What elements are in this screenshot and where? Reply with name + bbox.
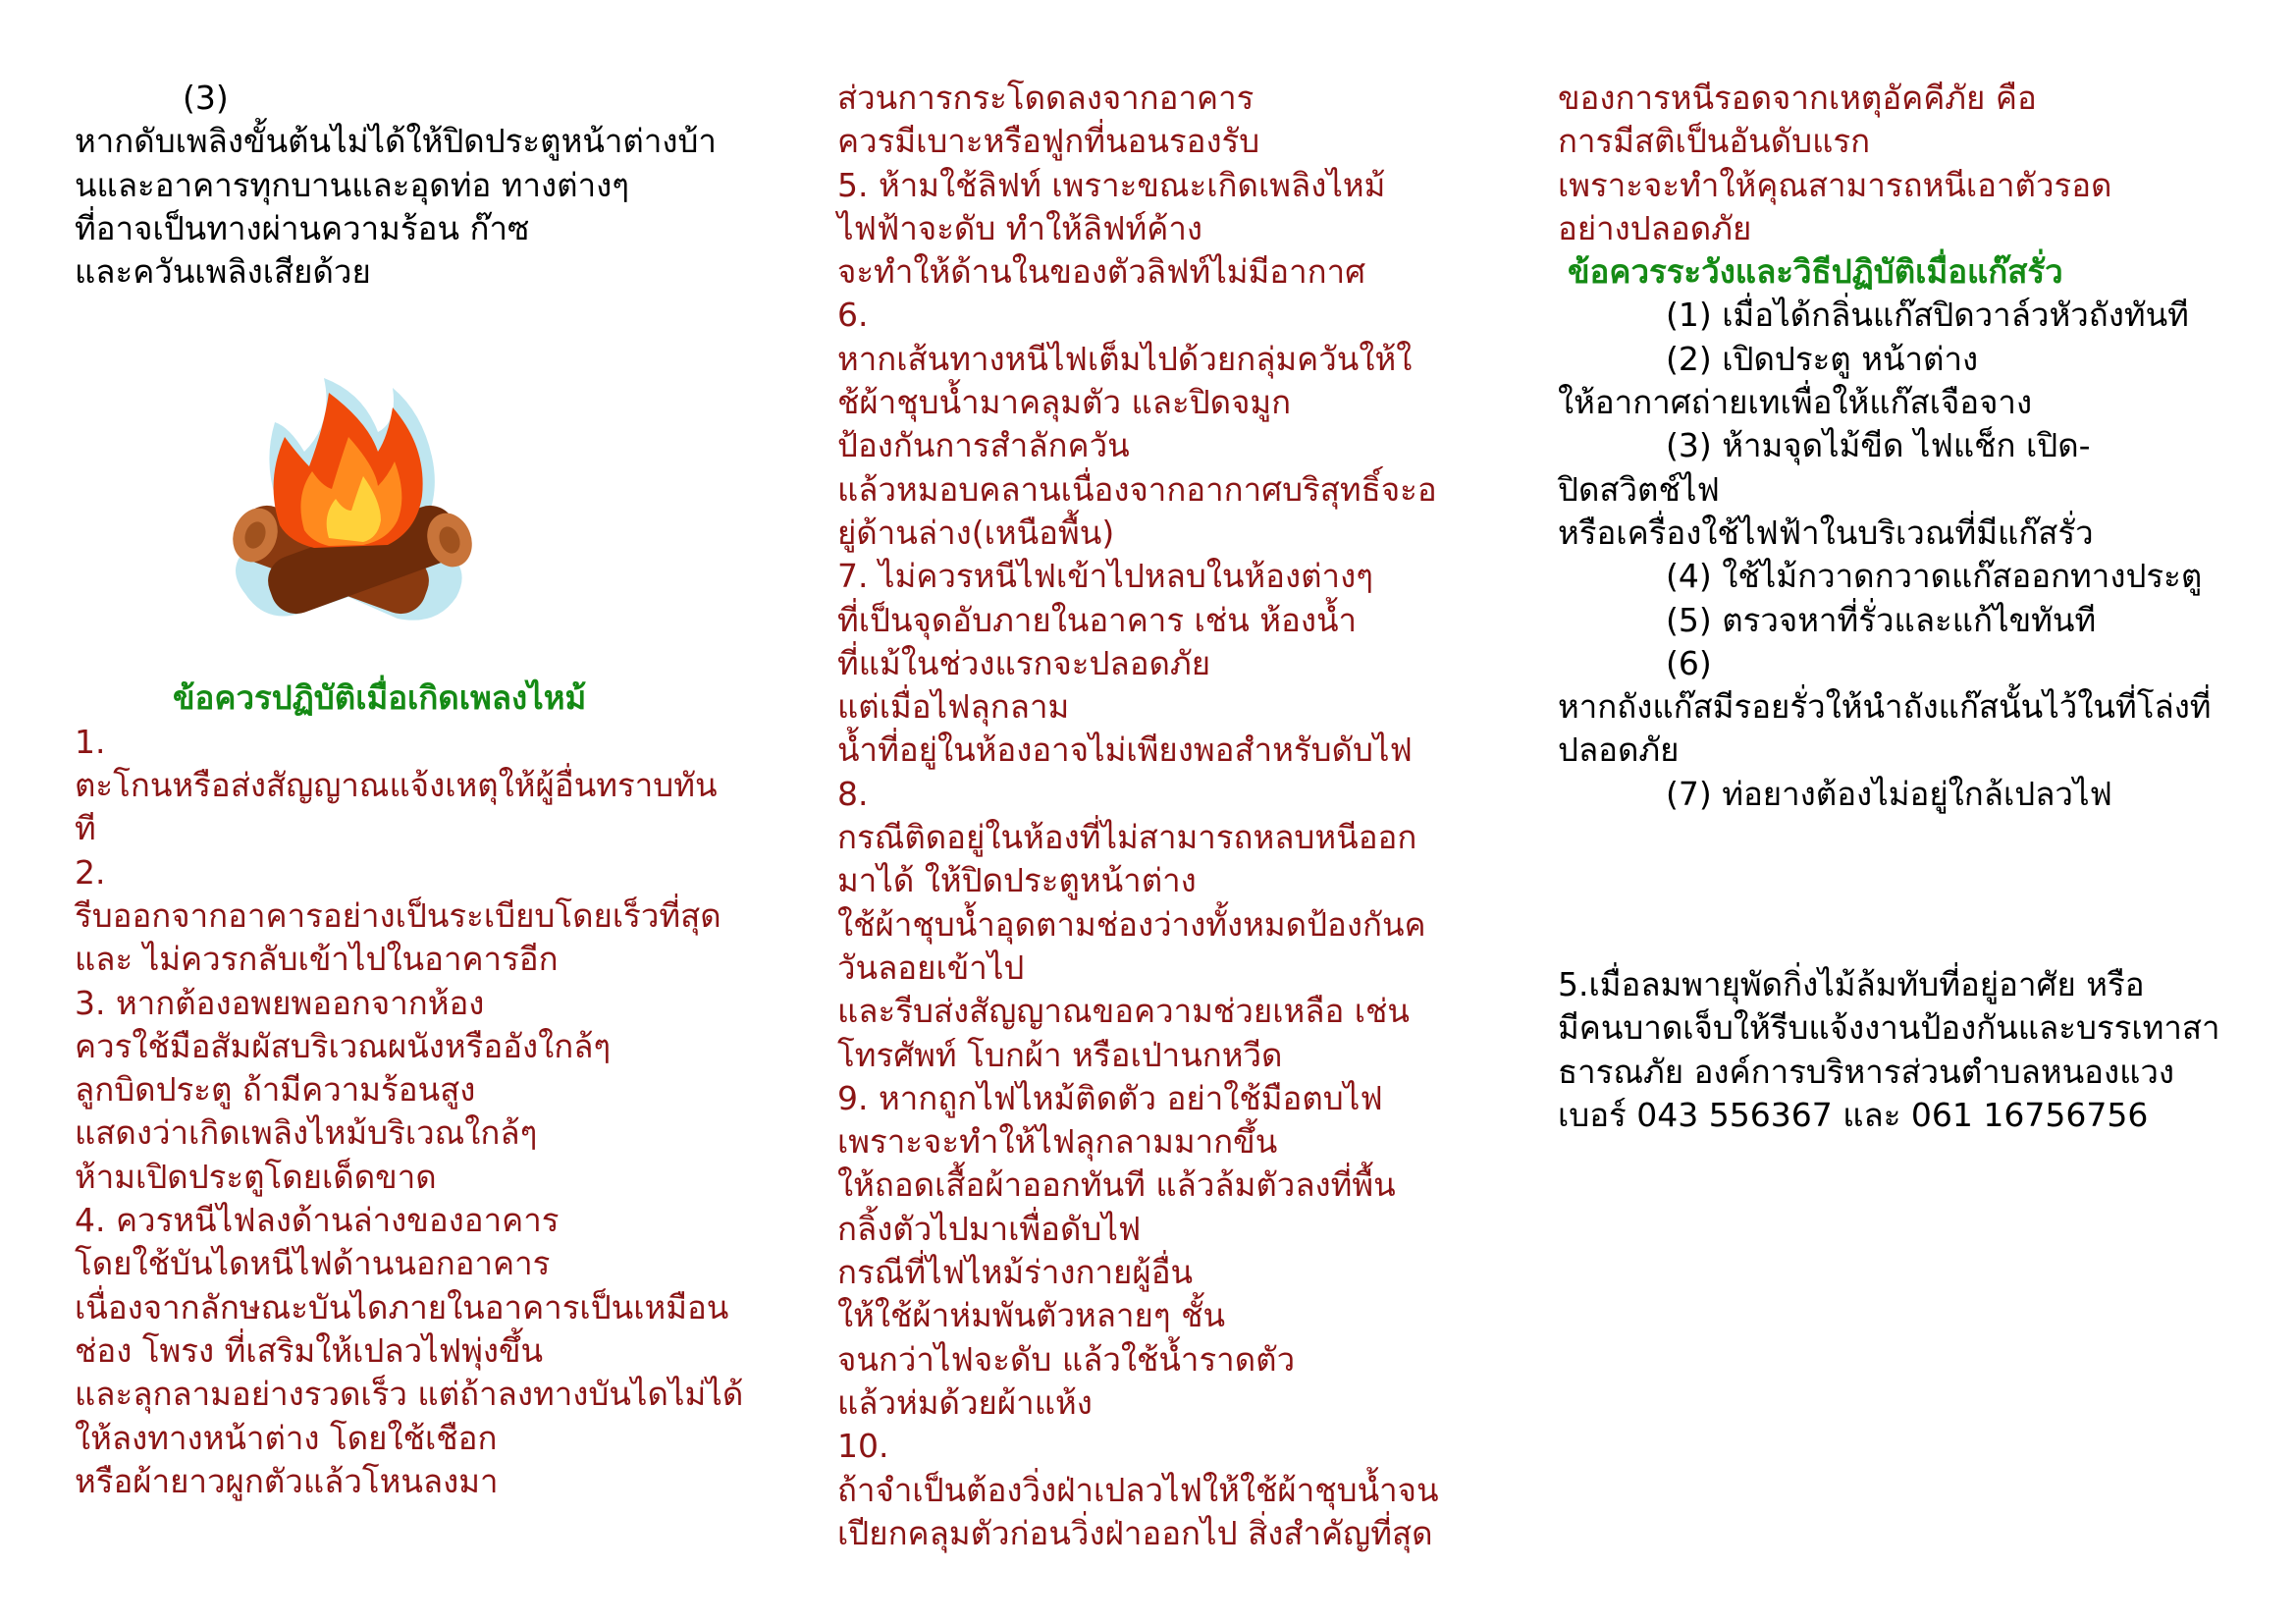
- intro-text: [75, 77, 762, 294]
- column-middle: [837, 77, 1544, 1555]
- gas-leak-item: ปลอดภัย: [1558, 731, 1680, 770]
- text-line: ช้ผ้าชุบน้ำมาคลุมตัว และปิดจมูก: [837, 383, 1292, 422]
- gas-leak-list: [1558, 294, 2265, 816]
- text-line: ที่แม้ในช่วงแรกจะปลอดภัย: [837, 643, 1211, 682]
- text-line: เพราะจะทำให้คุณสามารถหนีเอาตัวรอด: [1558, 165, 2112, 204]
- text-line: จนกว่าไฟจะดับ แล้วใช้น้ำราดตัว: [837, 1339, 1296, 1379]
- text-line: ธารณภัย องค์การบริหารส่วนตำบลหนองแวง: [1558, 1052, 2175, 1091]
- gas-leak-item: หากถังแก๊สมีรอยรั่วให้นำถังแก๊สนั้นไว้ในที่โล่งที่: [1558, 687, 2212, 727]
- gas-leak-item: (1) เมื่อได้กลิ่นแก๊สปิดวาล์วหัวถังทันที: [1666, 296, 2189, 335]
- text-line: ที: [75, 809, 96, 848]
- text-line: และรีบส่งสัญญาณขอความช่วยเหลือ เช่น: [837, 992, 1410, 1031]
- text-line: 3. หากต้องอพยพออกจากห้อง: [75, 983, 485, 1022]
- text-line: และ ไม่ควรกลับเข้าไปในอาคารอีก: [75, 940, 559, 979]
- text-line: ให้ลงทางหน้าต่าง โดยใช้เชือก: [75, 1418, 498, 1457]
- gas-leak-item: (7) ท่อยางต้องไม่อยู่ใกล้เปลวไฟ: [1666, 774, 2112, 813]
- column-right: [1558, 77, 2265, 1137]
- text-line: น้ำที่อยู่ในห้องอาจไม่เพียงพอสำหรับดับไฟ: [837, 731, 1413, 770]
- text-line: ให้ใช้ผ้าห่มพันตัวหลายๆ ชั้น: [837, 1296, 1226, 1335]
- gas-leak-item: (6): [1666, 643, 1712, 682]
- text-line: นและอาคารทุกบานและอุดท่อ ทางต่างๆ: [75, 165, 629, 204]
- text-line: เปียกคลุมตัวก่อนวิ่งฝ่าออกไป สิ่งสำคัญที่สุด: [837, 1513, 1433, 1552]
- text-line: (3): [183, 79, 229, 117]
- text-line: 9. หากถูกไฟไหม้ติดตัว อย่าใช้มือตบไฟ: [837, 1078, 1383, 1117]
- text-line: โทรศัพท์ โบกผ้า หรือเป่านกหวีด: [837, 1035, 1283, 1074]
- text-line: แล้วห่มด้วยผ้าแห้ง: [837, 1382, 1093, 1422]
- text-line: ใช้ผ้าชุบน้ำอุดตามช่องว่างทั้งหมดป้องกันค: [837, 904, 1426, 944]
- text-line: กรณีที่ไฟไหม้ร่างกายผู้อื่น: [837, 1253, 1194, 1292]
- text-line: มีคนบาดเจ็บให้รีบแจ้งงานป้องกันและบรรเทาสา: [1558, 1008, 2220, 1048]
- text-line: ยู่ด้านล่าง(เหนือพื้น): [837, 513, 1115, 552]
- text-line: กลิ้งตัวไปมาเพื่อดับไฟ: [837, 1209, 1142, 1248]
- text-line: 7. ไม่ควรหนีไฟเข้าไปหลบในห้องต่างๆ: [837, 557, 1373, 596]
- text-line: ลูกบิดประตู ถ้ามีความร้อนสูง: [75, 1070, 476, 1110]
- fire-summary-text: [1558, 77, 2265, 250]
- gas-leak-item: (3) ห้ามจุดไม้ขีด ไฟแช็ก เปิด-: [1666, 426, 2091, 465]
- text-line: ควรใช้มือสัมผัสบริเวณผนังหรืออังใกล้ๆ: [75, 1026, 612, 1065]
- fire-guidelines-continued: [837, 77, 1544, 1555]
- text-line: กรณีติดอยู่ในห้องที่ไม่สามารถหลบหนีออก: [837, 818, 1417, 857]
- gas-leak-item: หรือเครื่องใช้ไฟฟ้าในบริเวณที่มีแก๊สรั่ว: [1558, 513, 2094, 552]
- fire-guidelines-list: [75, 721, 762, 1503]
- text-line: หรือผ้ายาวผูกตัวแล้วโหนลงมา: [75, 1461, 499, 1500]
- text-line: มาได้ ให้ปิดประตูหน้าต่าง: [837, 861, 1197, 900]
- text-line: 1.: [75, 722, 106, 761]
- text-line: ที่เป็นจุดอับภายในอาคาร เช่น ห้องน้ำ: [837, 600, 1358, 639]
- text-line: 5.เมื่อลมพายุพัดกิ่งไม้ล้มทับที่อยู่อาศัย หรือ: [1558, 965, 2145, 1004]
- text-line: ให้ถอดเสื้อผ้าออกทันที แล้วล้มตัวลงที่พื้น: [837, 1165, 1396, 1205]
- text-line: และลุกลามอย่างรวดเร็ว แต่ถ้าลงทางบันไดไม่ได้: [75, 1375, 744, 1414]
- text-line: ของการหนีรอดจากเหตุอัคคีภัย คือ: [1558, 79, 2037, 117]
- gas-leak-item: (5) ตรวจหาที่รั่วและแก้ไขทันที: [1666, 600, 2097, 639]
- gas-leak-heading: ข้อควรระวังและวิธีปฏิบัติเมื่อแก๊สรั่ว: [1568, 252, 2063, 292]
- text-line: 6.: [837, 296, 869, 335]
- text-line: เพราะจะทำให้ไฟลุกลามมากขึ้น: [837, 1122, 1278, 1162]
- text-line: ป้องกันการสำลักควัน: [837, 426, 1130, 465]
- gas-leak-item: ปิดสวิตช์ไฟ: [1558, 469, 1720, 509]
- text-line: ช่อง โพรง ที่เสริมให้เปลวไฟพุ่งขึ้น: [75, 1330, 544, 1370]
- campfire-icon: [206, 373, 491, 638]
- gas-leak-item: ให้อากาศถ่ายเทเพื่อให้แก๊สเจือจาง: [1558, 383, 2033, 422]
- text-line: จะทำให้ด้านในของตัวลิฟท์ไม่มีอากาศ: [837, 252, 1366, 292]
- text-line: หากเส้นทางหนีไฟเต็มไปด้วยกลุ่มควันให้ใ: [837, 339, 1413, 378]
- text-line: 4. ควรหนีไฟลงด้านล่างของอาคาร: [75, 1201, 560, 1240]
- text-line: ไฟฟ้าจะดับ ทำให้ลิฟท์ค้าง: [837, 208, 1202, 247]
- text-line: และควันเพลิงเสียด้วย: [75, 252, 371, 292]
- text-line: เนื่องจากลักษณะบันไดภายในอาคารเป็นเหมือน: [75, 1287, 729, 1326]
- spacer: [1558, 816, 2265, 963]
- text-line: ตะโกนหรือส่งสัญญาณแจ้งเหตุให้ผู้อื่นทราบทัน: [75, 766, 718, 805]
- text-line: ที่อาจเป็นทางผ่านความร้อน ก๊าซ: [75, 208, 530, 247]
- text-line: อย่างปลอดภัย: [1558, 208, 1752, 247]
- text-line: โดยใช้บันไดหนีไฟด้านนอกอาคาร: [75, 1244, 551, 1283]
- storm-notice: [1558, 963, 2265, 1137]
- text-line: ส่วนการกระโดดลงจากอาคาร: [837, 79, 1255, 117]
- text-line: 10.: [837, 1427, 889, 1466]
- text-line: หากดับเพลิงขั้นต้นไม่ได้ให้ปิดประตูหน้าต่างบ้า: [75, 122, 717, 161]
- text-line: แสดงว่าเกิดเพลิงไหม้บริเวณใกล้ๆ: [75, 1113, 538, 1153]
- text-line: เบอร์ 043 556367 และ 061 16756756: [1558, 1095, 2149, 1134]
- text-line: 5. ห้ามใช้ลิฟท์ เพราะขณะเกิดเพลิงไหม้: [837, 165, 1386, 204]
- text-line: 8.: [837, 774, 869, 813]
- gas-leak-item: (2) เปิดประตู หน้าต่าง: [1666, 339, 1979, 378]
- text-line: ห้ามเปิดประตูโดยเด็ดขาด: [75, 1157, 437, 1196]
- text-line: วันลอยเข้าไป: [837, 947, 1025, 987]
- text-line: การมีสติเป็นอันดับแรก: [1558, 122, 1871, 161]
- text-line: 2.: [75, 852, 106, 892]
- text-line: แล้วหมอบคลานเนื่องจากอากาศบริสุทธิ์จะอ: [837, 469, 1437, 509]
- gas-leak-item: (4) ใช้ไม้กวาดกวาดแก๊สออกทางประตู: [1666, 557, 2203, 596]
- text-line: ถ้าจำเป็นต้องวิ่งฝ่าเปลวไฟให้ใช้ผ้าชุบน้ำจน: [837, 1470, 1439, 1509]
- text-line: ควรมีเบาะหรือฟูกที่นอนรองรับ: [837, 122, 1260, 161]
- text-line: แต่เมื่อไฟลุกลาม: [837, 687, 1070, 727]
- fire-guidelines-heading: ข้อควรปฏิบัติเมื่อเกิดเพลงไหม้: [173, 678, 587, 718]
- column-left: [75, 77, 762, 1503]
- text-line: รีบออกจากอาคารอย่างเป็นระเบียบโดยเร็วที่สุด: [75, 895, 721, 935]
